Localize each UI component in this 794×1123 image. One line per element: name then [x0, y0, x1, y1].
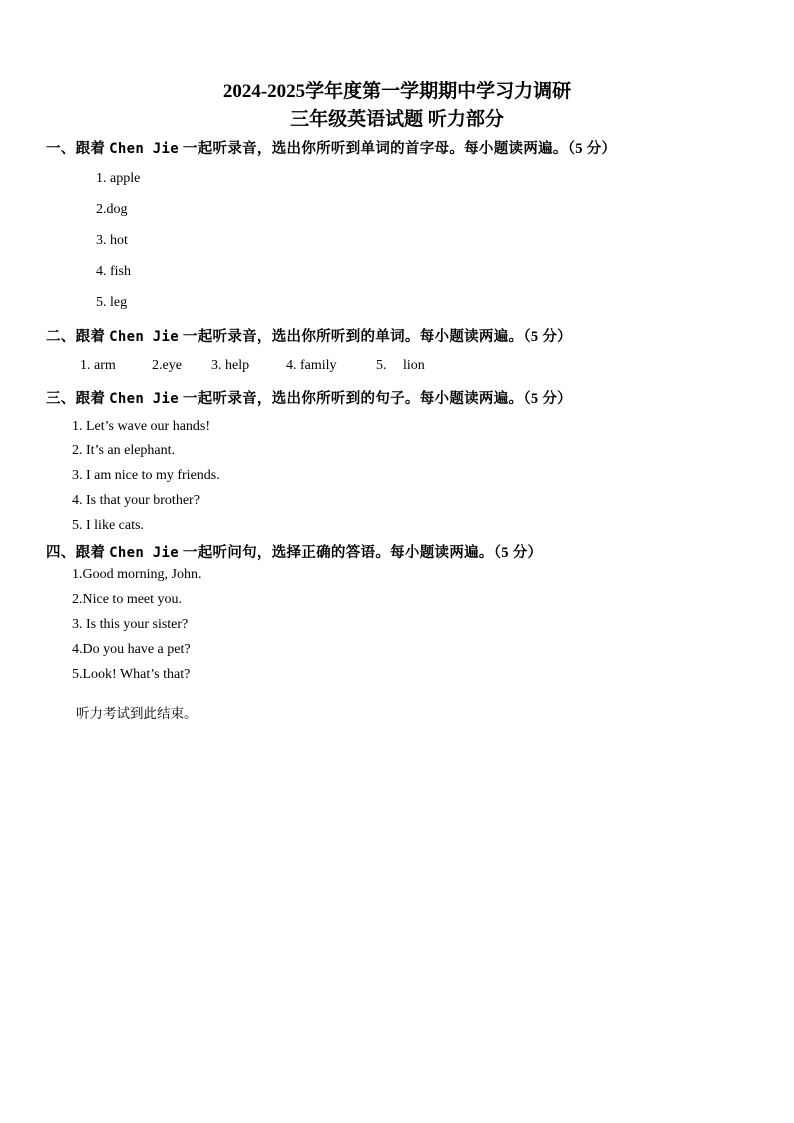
list-item: 1. apple	[96, 171, 141, 186]
section-1-heading	[46, 137, 616, 158]
list-item: 3. Is this your sister?	[72, 617, 189, 632]
list-item: 3. hot	[96, 233, 128, 248]
list-item: 5. I like cats.	[72, 518, 144, 533]
list-item: 2.dog	[96, 202, 128, 217]
heading-prefix: 二、跟着	[46, 329, 106, 345]
list-item: 4. family	[286, 358, 337, 373]
heading-suffix: 一起听问句，选择正确的答语。每小题读两遍。（5 分）	[182, 545, 543, 561]
heading-prefix: 四、跟着	[46, 545, 106, 561]
heading-suffix: 一起听录音，选出你所听到单词的首字母。每小题读两遍。（5 分）	[182, 141, 617, 157]
heading-name: Chen Jie	[109, 329, 179, 345]
heading-name: Chen Jie	[109, 141, 179, 157]
list-item: 5.Look! What’s that?	[72, 667, 191, 682]
list-item: 5.	[376, 358, 387, 373]
list-item: 3. help	[211, 358, 250, 373]
section-2-heading	[46, 325, 572, 346]
list-item: 2.Nice to meet you.	[72, 592, 183, 607]
list-item: 5. leg	[96, 295, 128, 310]
section-3-heading	[46, 387, 572, 408]
heading-name: Chen Jie	[109, 545, 179, 561]
list-item: 1. arm	[80, 358, 116, 373]
list-item: 1.Good morning, John.	[72, 567, 202, 582]
heading-name: Chen Jie	[109, 391, 179, 407]
ending-note: 听力考试到此结束。	[76, 706, 198, 721]
list-item: 4.Do you have a pet?	[72, 642, 191, 657]
list-item: 4. Is that your brother?	[72, 493, 200, 508]
list-item: lion	[403, 358, 425, 373]
list-item: 4. fish	[96, 264, 131, 279]
list-item: 2.eye	[152, 358, 182, 373]
heading-prefix: 三、跟着	[46, 391, 106, 407]
list-item: 2. It’s an elephant.	[72, 443, 176, 458]
section-4-heading	[46, 541, 542, 562]
list-item: 1. Let’s wave our hands!	[72, 419, 211, 434]
heading-suffix: 一起听录音，选出你所听到的单词。每小题读两遍。（5 分）	[182, 329, 572, 345]
exam-title: 2024-2025学年度第一学期期中学习力调研	[222, 81, 572, 102]
list-item: 3. I am nice to my friends.	[72, 468, 220, 483]
exam-subtitle: 三年级英语试题 听力部分	[290, 109, 504, 130]
heading-prefix: 一、跟着	[46, 141, 106, 157]
heading-suffix: 一起听录音，选出你所听到的句子。每小题读两遍。（5 分）	[182, 391, 572, 407]
